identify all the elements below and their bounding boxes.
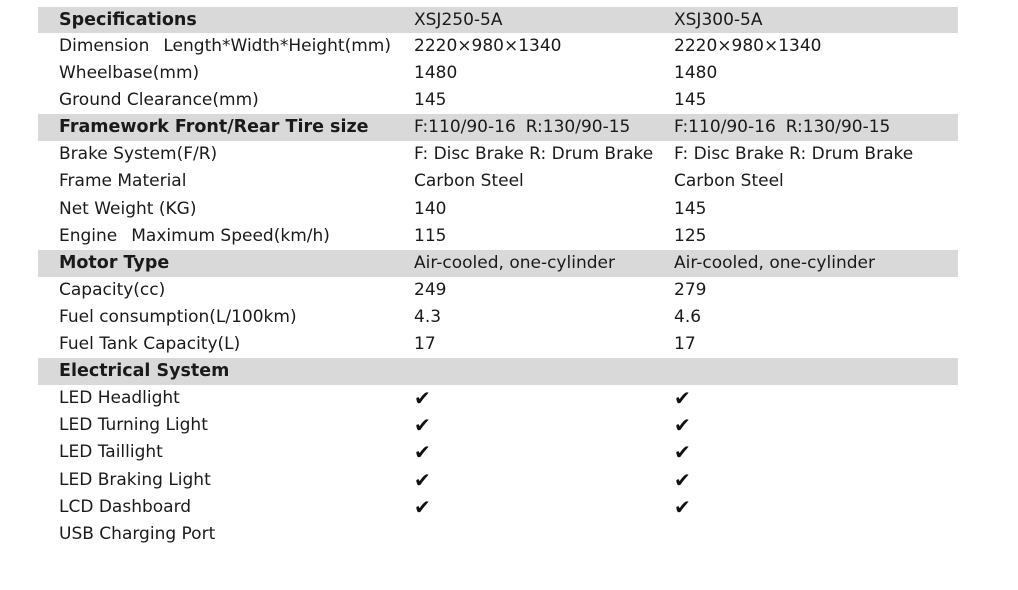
row-label: Net Weight (KG) [59,198,197,219]
feature-row [38,494,958,521]
motor-type-heading: Motor Type [59,252,170,273]
model-1-value: 1480 [414,63,458,84]
feature-label: LED Headlight [59,388,180,409]
model-2-value: Carbon Steel [674,171,784,192]
table-row [38,304,958,331]
feature-row [38,467,958,494]
row-label: Ground Clearance(mm) [59,90,259,111]
table-row [38,196,958,223]
specifications-header-row [38,7,958,33]
model-1-value: 2220×980×1340 [414,36,562,56]
electrical-system-row [38,358,958,385]
model-2-value: 1480 [674,63,718,84]
model-1-value: 4.3 [414,306,442,327]
checkmark-icon: ✔ [674,386,691,411]
spec-table [38,7,958,548]
feature-row [38,385,958,412]
table-row [38,141,958,168]
checkmark-icon: ✔ [674,440,691,465]
specifications-heading: Specifications [59,10,197,30]
model-2-value: 4.6 [674,306,702,327]
model-2-heading: XSJ300-5A [674,10,763,30]
row-label: Wheelbase(mm) [59,63,200,84]
feature-row [38,412,958,439]
feature-row [38,439,958,466]
table-row [38,168,958,195]
checkmark-icon: ✔ [674,467,691,492]
model-1-value: F: Disc Brake R: Drum Brake [414,144,654,165]
row-label: Dimension Length*Width*Height(mm) [59,36,391,56]
model-1-value: 145 [414,90,447,111]
table-row [38,33,958,60]
model-1-value: 249 [414,279,447,300]
model-1-value: 115 [414,225,447,246]
checkmark-icon: ✔ [674,494,691,519]
model-2-value: 125 [674,225,707,246]
checkmark-icon: ✔ [414,467,431,492]
model-1-value: Air-cooled, one-cylinder [414,252,615,273]
table-row [38,87,958,114]
model-2-value: Air-cooled, one-cylinder [674,252,875,273]
table-row [38,60,958,87]
checkmark-icon: ✔ [414,386,431,411]
table-row [38,331,958,358]
row-label: Fuel consumption(L/100km) [59,306,297,327]
feature-label: LED Braking Light [59,469,211,490]
model-1-value: Carbon Steel [414,171,524,192]
row-label: Engine Maximum Speed(km/h) [59,225,330,246]
checkmark-icon: ✔ [414,413,431,438]
model-1-value: 140 [414,198,447,219]
row-label: Brake System(F/R) [59,144,218,165]
checkmark-icon: ✔ [414,440,431,465]
electrical-system-heading: Electrical System [59,361,230,382]
table-row [38,223,958,250]
table-row [38,277,958,304]
model-1-value: 17 [414,334,436,355]
feature-label: LCD Dashboard [59,496,192,517]
feature-list [38,385,958,548]
motor-type-row [38,250,958,277]
checkmark-icon: ✔ [674,413,691,438]
feature-label: LED Turning Light [59,415,208,436]
model-2-value: F: Disc Brake R: Drum Brake [674,144,914,165]
feature-label: LED Taillight [59,442,163,463]
row-label: Capacity(cc) [59,279,166,300]
model-2-value: 279 [674,279,707,300]
row-label: Fuel Tank Capacity(L) [59,334,241,355]
model-2-value: 2220×980×1340 [674,36,822,56]
framework-heading: Framework Front/Rear Tire size [59,117,369,138]
row-label: Frame Material [59,171,187,192]
model-2-value: 145 [674,198,707,219]
feature-row [38,521,958,548]
model-1-value: F:110/90-16 R:130/90-15 [414,117,631,138]
feature-label: USB Charging Port [59,523,216,544]
model-2-value: F:110/90-16 R:130/90-15 [674,117,891,138]
model-1-heading: XSJ250-5A [414,10,503,30]
framework-row [38,114,958,141]
checkmark-icon: ✔ [414,494,431,519]
model-2-value: 145 [674,90,707,111]
model-2-value: 17 [674,334,696,355]
